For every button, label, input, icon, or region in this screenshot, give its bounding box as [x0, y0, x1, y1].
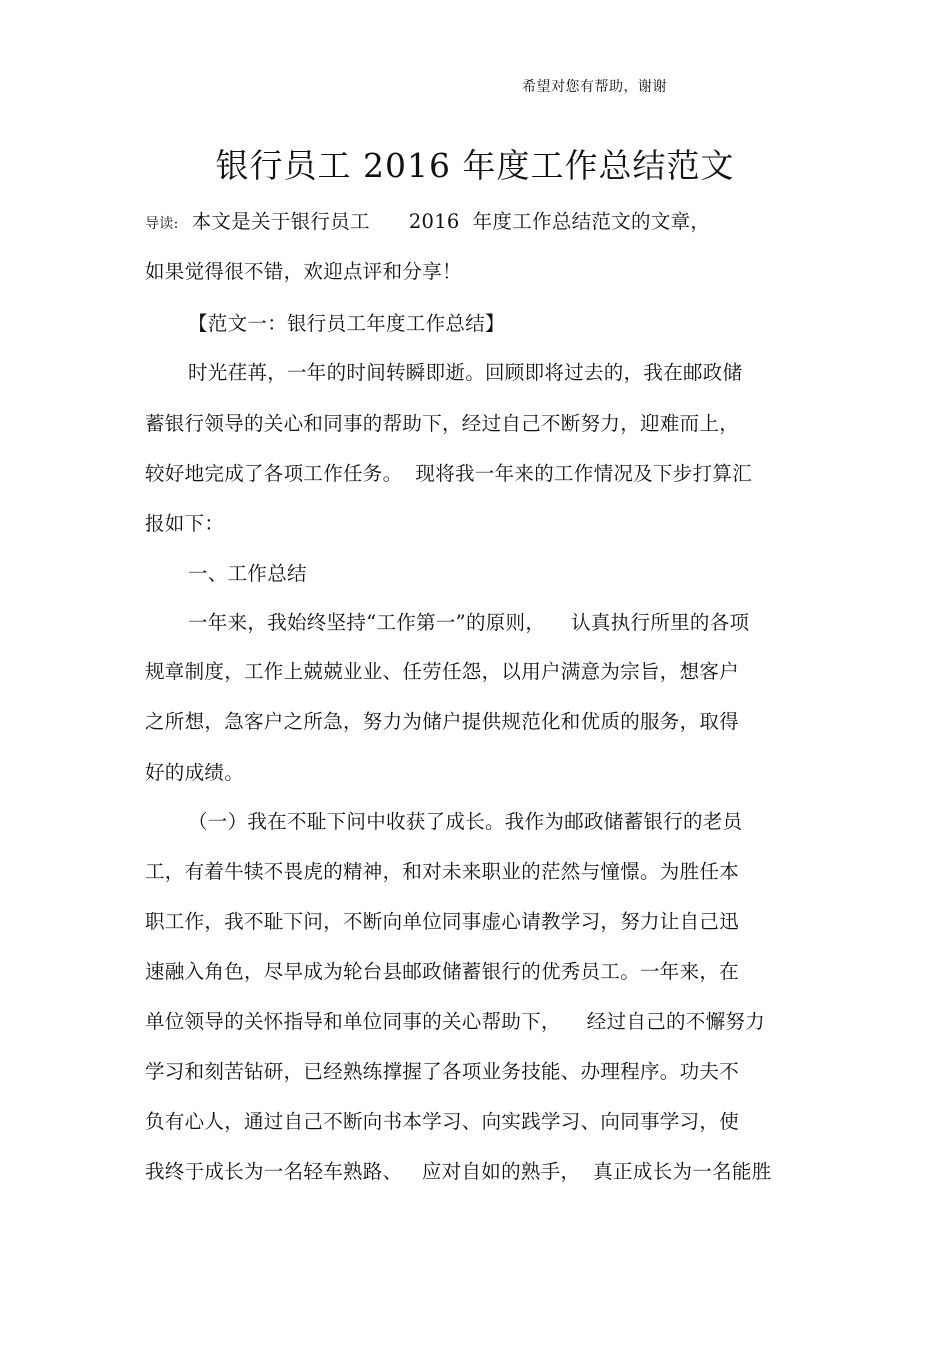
section-heading: 【范文一：银行员工年度工作总结】 — [188, 312, 505, 335]
lead-line-2: 如果觉得很不错，欢迎点评和分享！ — [145, 260, 462, 283]
lead-label: 导读: — [145, 216, 179, 232]
paragraph-1-line: 报如下： — [145, 512, 225, 535]
paragraph-3-line: 负有心人，通过自己不断向书本学习、向实践学习、向同事学习，使 — [145, 1110, 740, 1133]
lead-line-1 — [145, 206, 710, 234]
header-note: 希望对您有帮助，谢谢 — [522, 79, 667, 95]
paragraph-2-line: 之所想，急客户之所急，努力为储户提供规范化和优质的服务，取得 — [145, 710, 740, 733]
paragraph-3-line: 工，有着牛犊不畏虎的精神，和对未来职业的茫然与憧憬。为胜任本 — [145, 860, 740, 883]
paragraph-1-line: 时光荏苒，一年的时间转瞬即逝。回顾即将过去的，我在邮政储 — [188, 361, 743, 384]
paragraph-2-line: 好的成绩。 — [145, 761, 245, 784]
subheading-work-summary: 一、工作总结 — [188, 562, 307, 585]
paragraph-1-line: 蓄银行领导的关心和同事的帮助下，经过自己不断努力，迎难而上， — [145, 412, 740, 435]
paragraph-2-line: 规章制度，工作上兢兢业业、任劳任怨，以用户满意为宗旨，想客户 — [145, 660, 740, 683]
paragraph-3-line: 我终于成长为一名轻车熟路、 应对自如的熟手， 真正成长为一名能胜 — [145, 1160, 772, 1183]
paragraph-3-line: 速融入角色，尽早成为轮台县邮政储蓄银行的优秀员工。一年来，在 — [145, 960, 740, 983]
paragraph-3-line: （一）我在不耻下问中收获了成长。我作为邮政储蓄银行的老员 — [188, 810, 743, 833]
paragraph-2-line: 一年来，我始终坚持“工作第一”的原则， 认真执行所里的各项 — [188, 611, 750, 634]
lead-text-1: 本文是关于银行员工 2016 年度工作总结范文的文章， — [178, 210, 711, 233]
paragraph-1-line: 较好地完成了各项工作任务。 现将我一年来的工作情况及下步打算汇 — [145, 462, 752, 485]
paragraph-3-line: 职工作，我不耻下问，不断向单位同事虚心请教学习，努力让自己迅 — [145, 910, 740, 933]
page-title: 银行员工 2016 年度工作总结范文 — [215, 146, 735, 185]
paragraph-3-line: 学习和刻苦钻研，已经熟练撑握了各项业务技能、办理程序。功夫不 — [145, 1060, 740, 1083]
paragraph-3-line: 单位领导的关怀指导和单位同事的关心帮助下， 经过自己的不懈努力 — [145, 1010, 765, 1033]
